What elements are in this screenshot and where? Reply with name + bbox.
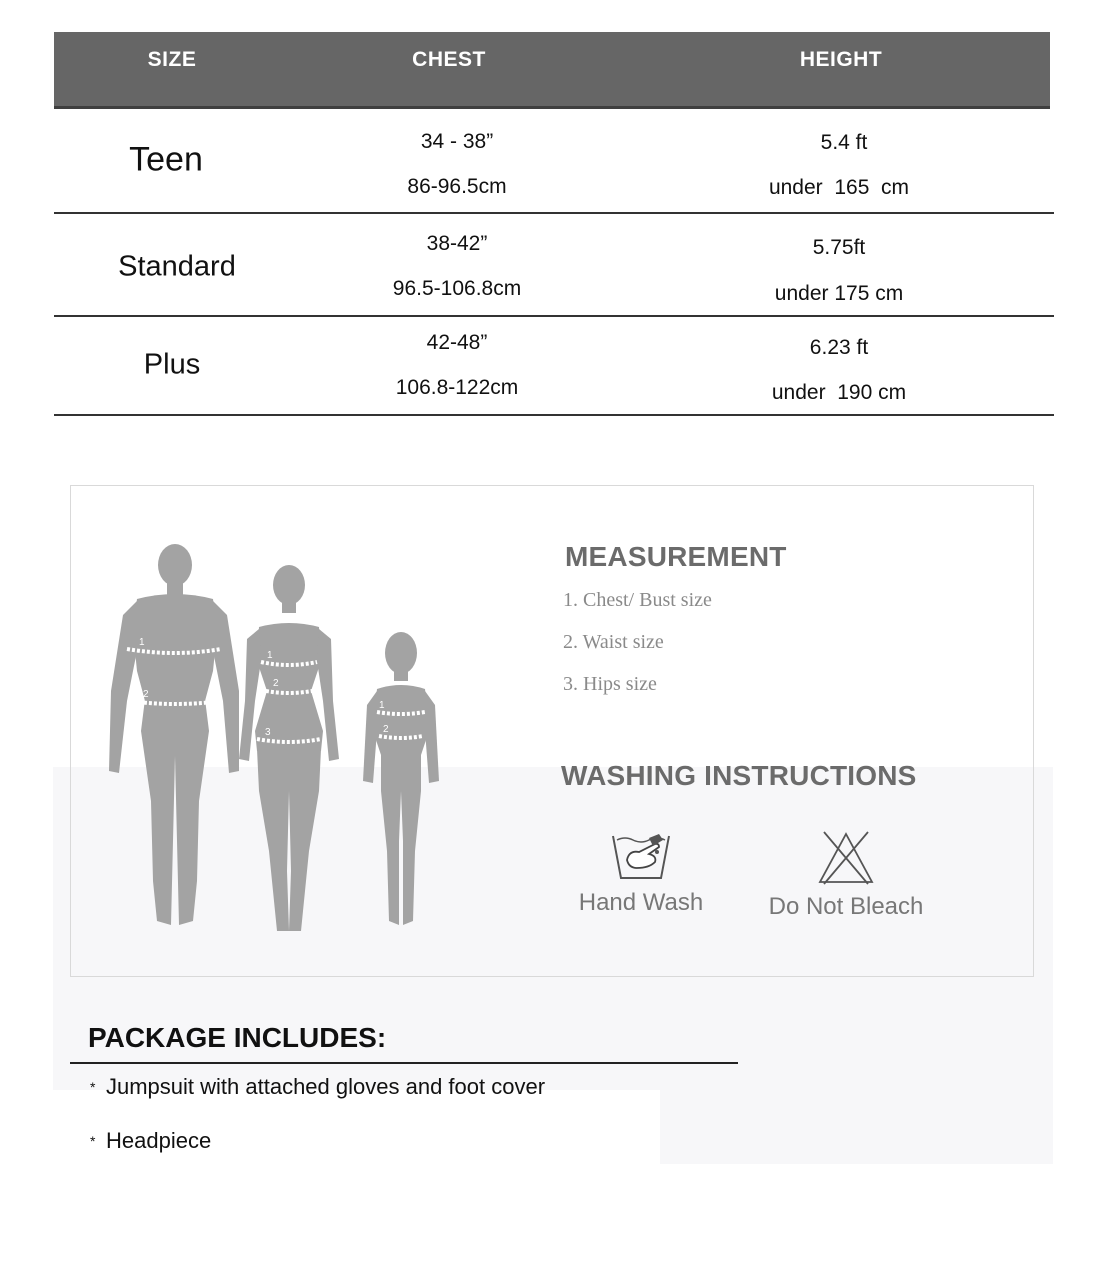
table-row	[54, 214, 1054, 317]
package-heading: PACKAGE INCLUDES:	[88, 1022, 387, 1053]
height-cm: under 165 cm	[768, 176, 910, 199]
figure-mark: 2	[273, 678, 279, 689]
measurement-heading: MEASUREMENT	[565, 541, 787, 572]
height-cm: under 190 cm	[771, 381, 907, 404]
size-chart-table	[54, 32, 1054, 416]
chest-cm: 96.5-106.8cm	[392, 277, 522, 300]
bullet: *	[90, 1079, 96, 1095]
size-name: Teen	[129, 140, 203, 179]
body-measurement-figures	[89, 541, 461, 941]
woman-figure	[239, 565, 339, 931]
chest-inches: 42-48”	[426, 331, 488, 354]
figure-mark: 1	[139, 637, 145, 648]
package-item-text: Jumpsuit with attached gloves and foot cover	[106, 1074, 546, 1099]
figure-mark: 3	[265, 727, 271, 738]
man-figure	[109, 544, 239, 925]
package-divider	[70, 1062, 738, 1064]
height-cm: under 175 cm	[774, 282, 904, 305]
child-figure	[363, 632, 439, 925]
package-item-text: Headpiece	[106, 1128, 212, 1153]
list-item: 3. Hips size	[563, 673, 657, 695]
chest-cm: 106.8-122cm	[395, 376, 519, 399]
figure-mark: 2	[383, 724, 389, 735]
info-panel	[70, 485, 1034, 977]
figure-mark: 1	[379, 700, 385, 711]
no-bleach-icon	[816, 830, 876, 886]
list-item: 2. Waist size	[563, 631, 664, 653]
list-item	[90, 1128, 211, 1154]
size-name: Standard	[118, 250, 236, 283]
no-bleach-item	[761, 830, 931, 921]
table-header	[54, 32, 1050, 109]
table-row	[54, 317, 1054, 416]
no-bleach-label: Do Not Bleach	[768, 893, 924, 920]
figure-mark: 2	[143, 689, 149, 700]
height-feet: 5.4 ft	[820, 131, 868, 154]
chest-inches: 34 - 38”	[420, 130, 494, 153]
size-name: Plus	[143, 348, 201, 381]
header-height: HEIGHT	[799, 48, 883, 71]
hand-wash-item	[565, 830, 717, 917]
header-size: SIZE	[147, 48, 197, 71]
washing-heading: WASHING INSTRUCTIONS	[561, 760, 917, 791]
height-feet: 5.75ft	[812, 236, 866, 259]
hand-wash-icon	[609, 830, 673, 882]
figure-mark: 1	[267, 650, 273, 661]
chest-inches: 38-42”	[426, 232, 488, 255]
measurement-list	[563, 589, 712, 715]
hand-wash-label: Hand Wash	[578, 889, 704, 916]
chest-cm: 86-96.5cm	[407, 175, 507, 198]
height-feet: 6.23 ft	[809, 336, 869, 359]
list-item: 1. Chest/ Bust size	[563, 589, 712, 611]
table-row	[54, 109, 1054, 214]
list-item	[90, 1074, 545, 1100]
header-chest: CHEST	[412, 48, 486, 71]
background-wash	[660, 1088, 1053, 1164]
bullet: *	[90, 1133, 96, 1149]
